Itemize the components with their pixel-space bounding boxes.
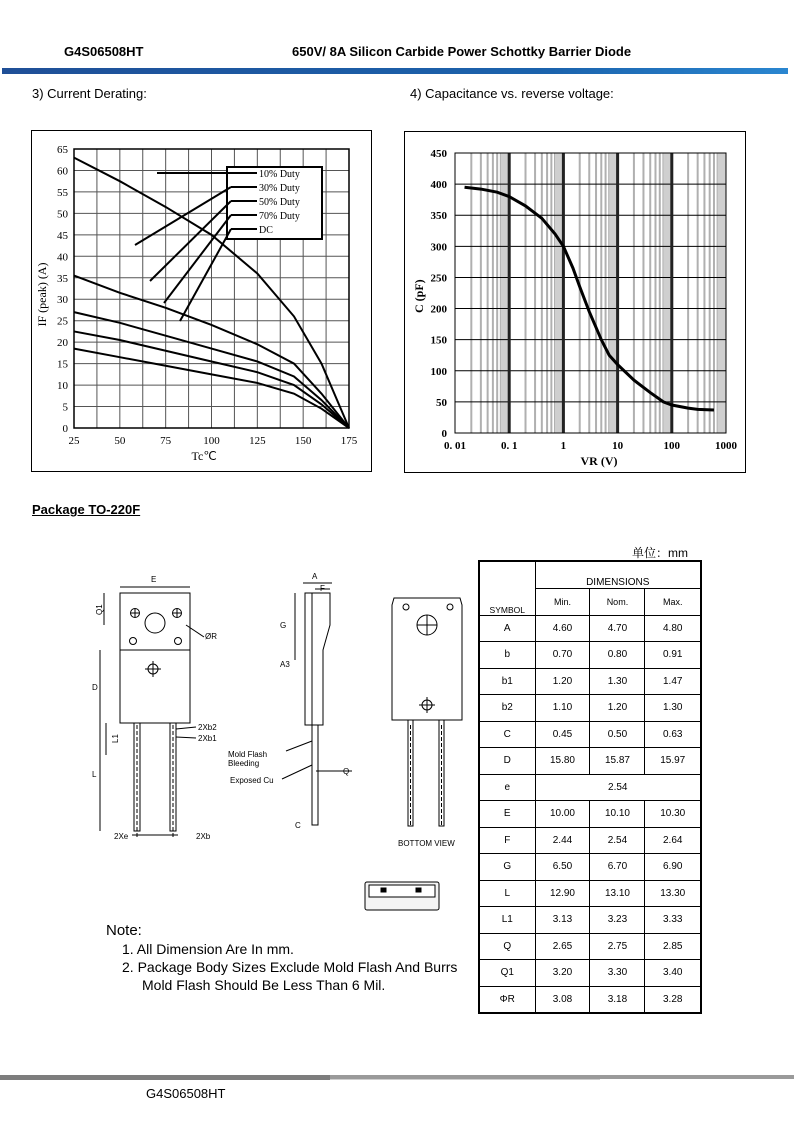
unit-label: 单位：mm	[632, 546, 688, 560]
legend-label: 50% Duty	[259, 197, 300, 208]
cell-min: 3.08	[535, 986, 590, 1013]
dimensions-table	[478, 560, 702, 1014]
table-row	[479, 721, 701, 748]
x-tick-label: 0. 1	[500, 440, 518, 452]
cell-min: 3.13	[535, 907, 590, 934]
cell-nom: 1.30	[590, 668, 645, 695]
cell-nom: 15.87	[590, 748, 645, 775]
col-min: Min.	[535, 588, 590, 615]
capacitance-chart-svg	[405, 132, 745, 472]
x-tick-label: 100	[203, 435, 220, 447]
note-item-1: 1. All Dimension Are In mm.	[122, 941, 294, 957]
cell-max: 1.30	[645, 695, 701, 722]
x-axis-label: Tc℃	[191, 449, 217, 463]
plot-bg	[455, 153, 726, 433]
grid-band	[718, 153, 726, 433]
cell-nom: 10.10	[590, 801, 645, 828]
cell-min: 1.20	[535, 668, 590, 695]
table-row	[479, 986, 701, 1013]
cell-min: 0.45	[535, 721, 590, 748]
label-E: E	[151, 575, 157, 584]
front-body	[120, 650, 190, 723]
y-tick-label: 5	[62, 401, 68, 414]
footer-part-number: G4S06508HT	[146, 1086, 226, 1101]
footer-rule-thin	[330, 1079, 600, 1080]
package-title: Package TO-220F	[32, 502, 141, 517]
header-rule	[2, 68, 788, 74]
table-row	[479, 801, 701, 828]
cell-max: 0.91	[645, 642, 701, 669]
y-axis-label: C (pF)	[412, 279, 426, 313]
side-lead	[312, 725, 318, 825]
table-row	[479, 933, 701, 960]
side-view	[295, 583, 352, 825]
package-drawing	[90, 565, 470, 925]
cell-symbol: ΦR	[479, 986, 535, 1013]
cell-max: 6.90	[645, 854, 701, 881]
cell-max: 4.80	[645, 615, 701, 642]
y-tick-label: 40	[57, 251, 68, 264]
chip-illustration	[365, 882, 439, 910]
label-C: C	[295, 821, 301, 830]
cell-max: 3.33	[645, 907, 701, 934]
y-tick-label: 300	[430, 241, 447, 254]
x-tick-label: 175	[340, 435, 358, 447]
y-tick-label: 55	[57, 186, 68, 199]
cell-min: 0.70	[535, 642, 590, 669]
cell-symbol: e	[479, 774, 535, 801]
label-2xb: 2Xb	[196, 832, 211, 841]
y-tick-label: 20	[57, 337, 68, 350]
notes-title: Note:	[106, 922, 142, 939]
cell-nom: 1.20	[590, 695, 645, 722]
cell-max: 2.64	[645, 827, 701, 854]
cell-nom: 2.54	[590, 827, 645, 854]
y-tick-label: 200	[430, 303, 447, 316]
table-row	[479, 615, 701, 642]
note-item-3: Mold Flash Should Be Less Than 6 Mil.	[142, 977, 386, 993]
y-tick-label: 450	[430, 148, 447, 160]
bottom-view	[392, 598, 462, 827]
table-row	[479, 827, 701, 854]
y-tick-label: 100	[430, 365, 447, 378]
cell-min: 2.65	[535, 933, 590, 960]
label-Q: Q	[343, 767, 350, 776]
cell-nom: 3.18	[590, 986, 645, 1013]
label-2xe: 2Xe	[114, 832, 129, 841]
y-tick-label: 250	[430, 272, 447, 285]
cell-symbol: b	[479, 642, 535, 669]
label-G: G	[280, 621, 287, 630]
x-tick-label: 10	[612, 440, 624, 452]
cell-min: 10.00	[535, 801, 590, 828]
front-tab	[120, 593, 190, 650]
y-tick-label: 50	[57, 208, 68, 221]
label-Q1: Q1	[95, 604, 104, 615]
cell-max: 15.97	[645, 748, 701, 775]
y-tick-label: 60	[57, 165, 68, 178]
legend-label: 70% Duty	[259, 211, 300, 222]
y-tick-label: 400	[430, 179, 447, 192]
legend-label: DC	[259, 225, 273, 236]
cell-min: 4.60	[535, 615, 590, 642]
table-row	[479, 960, 701, 987]
y-axis-label: IF (peak) (A)	[35, 262, 49, 327]
cell-max: 10.30	[645, 801, 701, 828]
x-tick-label: 0. 01	[444, 440, 466, 452]
cell-max: 1.47	[645, 668, 701, 695]
table-row	[479, 774, 701, 801]
bottom-mark-b	[447, 604, 453, 610]
cell-symbol: A	[479, 615, 535, 642]
y-tick-label: 30	[57, 294, 68, 307]
label-F: F	[320, 584, 325, 593]
cell-min: 1.10	[535, 695, 590, 722]
col-max: Max.	[645, 588, 701, 615]
section-title-derating: 3) Current Derating:	[32, 86, 147, 101]
notes	[106, 922, 457, 994]
x-tick-label: 125	[249, 435, 266, 447]
cell-min: 15.80	[535, 748, 590, 775]
label-exposed-cu: Exposed Cu	[230, 776, 274, 785]
y-tick-label: 50	[436, 396, 447, 409]
y-tick-label: 45	[57, 229, 68, 242]
x-tick-label: 50	[114, 435, 126, 447]
bottom-view-label: BOTTOM VIEW	[398, 839, 455, 848]
cell-max: 3.28	[645, 986, 701, 1013]
x-tick-label: 150	[294, 435, 312, 447]
cell-symbol: C	[479, 721, 535, 748]
cell-symbol: b2	[479, 695, 535, 722]
mounting-hole	[145, 613, 165, 633]
cell-symbol: F	[479, 827, 535, 854]
cell-max: 2.85	[645, 933, 701, 960]
cell-symbol: D	[479, 748, 535, 775]
cell-max: 3.40	[645, 960, 701, 987]
cell-min: 6.50	[535, 854, 590, 881]
cell-nom: 3.30	[590, 960, 645, 987]
x-tick-label: 1000	[715, 440, 737, 452]
cell-nom: 6.70	[590, 854, 645, 881]
cell-max: 0.63	[645, 721, 701, 748]
front-view	[100, 587, 190, 837]
cell-max: 13.30	[645, 880, 701, 907]
cell-nom: 4.70	[590, 615, 645, 642]
label-L1: L1	[111, 734, 120, 743]
y-tick-label: 10	[57, 380, 68, 393]
cell-symbol: L1	[479, 907, 535, 934]
y-tick-label: 35	[57, 272, 68, 285]
label-2xb1: 2Xb1	[198, 734, 217, 743]
y-tick-label: 0	[441, 428, 447, 440]
table-row	[479, 695, 701, 722]
cell-nom: 2.75	[590, 933, 645, 960]
label-R: ØR	[205, 632, 217, 641]
derating-chart	[31, 130, 372, 472]
cell-symbol: G	[479, 854, 535, 881]
label-D: D	[92, 683, 98, 692]
legend-label: 10% Duty	[259, 169, 300, 180]
bottom-mark-a	[403, 604, 409, 610]
x-tick-label: 25	[68, 435, 80, 447]
label-bleeding: Bleeding	[228, 759, 260, 768]
label-2xb2: 2Xb2	[198, 723, 217, 732]
table-row	[479, 907, 701, 934]
table-row	[479, 642, 701, 669]
label-mold-flash: Mold Flash	[228, 750, 268, 759]
table-row	[479, 880, 701, 907]
y-tick-label: 0	[62, 423, 68, 435]
cell-min: 12.90	[535, 880, 590, 907]
x-tick-label: 75	[160, 435, 172, 447]
header-part-number: G4S06508HT	[64, 44, 144, 59]
cell-min: 3.20	[535, 960, 590, 987]
legend-label: 30% Duty	[259, 183, 300, 194]
note-item-2: 2. Package Body Sizes Exclude Mold Flash And Burrs	[122, 959, 458, 975]
label-A3: A3	[280, 660, 290, 669]
cell-symbol: Q	[479, 933, 535, 960]
col-nom: Nom.	[590, 588, 645, 615]
front-mark-low-right	[175, 638, 182, 645]
table-row	[479, 668, 701, 695]
cell-nom: 0.50	[590, 721, 645, 748]
cell-symbol: Q1	[479, 960, 535, 987]
cell-nom: 13.10	[590, 880, 645, 907]
cell-span: 2.54	[535, 774, 701, 801]
label-L: L	[92, 770, 97, 779]
y-tick-label: 350	[430, 210, 447, 223]
x-tick-label: 1	[560, 440, 567, 452]
label-A: A	[312, 572, 318, 581]
y-tick-label: 25	[57, 315, 68, 328]
section-title-capacitance: 4) Capacitance vs. reverse voltage:	[410, 86, 614, 101]
cell-min: 2.44	[535, 827, 590, 854]
cell-symbol: L	[479, 880, 535, 907]
col-symbol: SYMBOL	[479, 561, 535, 615]
col-dimensions: DIMENSIONS	[535, 561, 701, 588]
front-mark-low-left	[130, 638, 137, 645]
header-title: 650V/ 8A Silicon Carbide Power Schottky Barrier Diode	[292, 44, 632, 59]
cell-nom: 3.23	[590, 907, 645, 934]
cell-symbol: b1	[479, 668, 535, 695]
table-row	[479, 748, 701, 775]
x-tick-label: 100	[663, 440, 681, 452]
x-axis-label: VR (V)	[580, 454, 618, 468]
capacitance-chart	[404, 131, 746, 473]
cell-symbol: E	[479, 801, 535, 828]
y-tick-label: 150	[430, 334, 447, 347]
footer-rule	[0, 1075, 330, 1080]
table-row	[479, 854, 701, 881]
y-tick-label: 15	[57, 358, 68, 371]
derating-chart-svg	[32, 131, 371, 471]
cell-nom: 0.80	[590, 642, 645, 669]
y-tick-label: 65	[57, 144, 68, 156]
